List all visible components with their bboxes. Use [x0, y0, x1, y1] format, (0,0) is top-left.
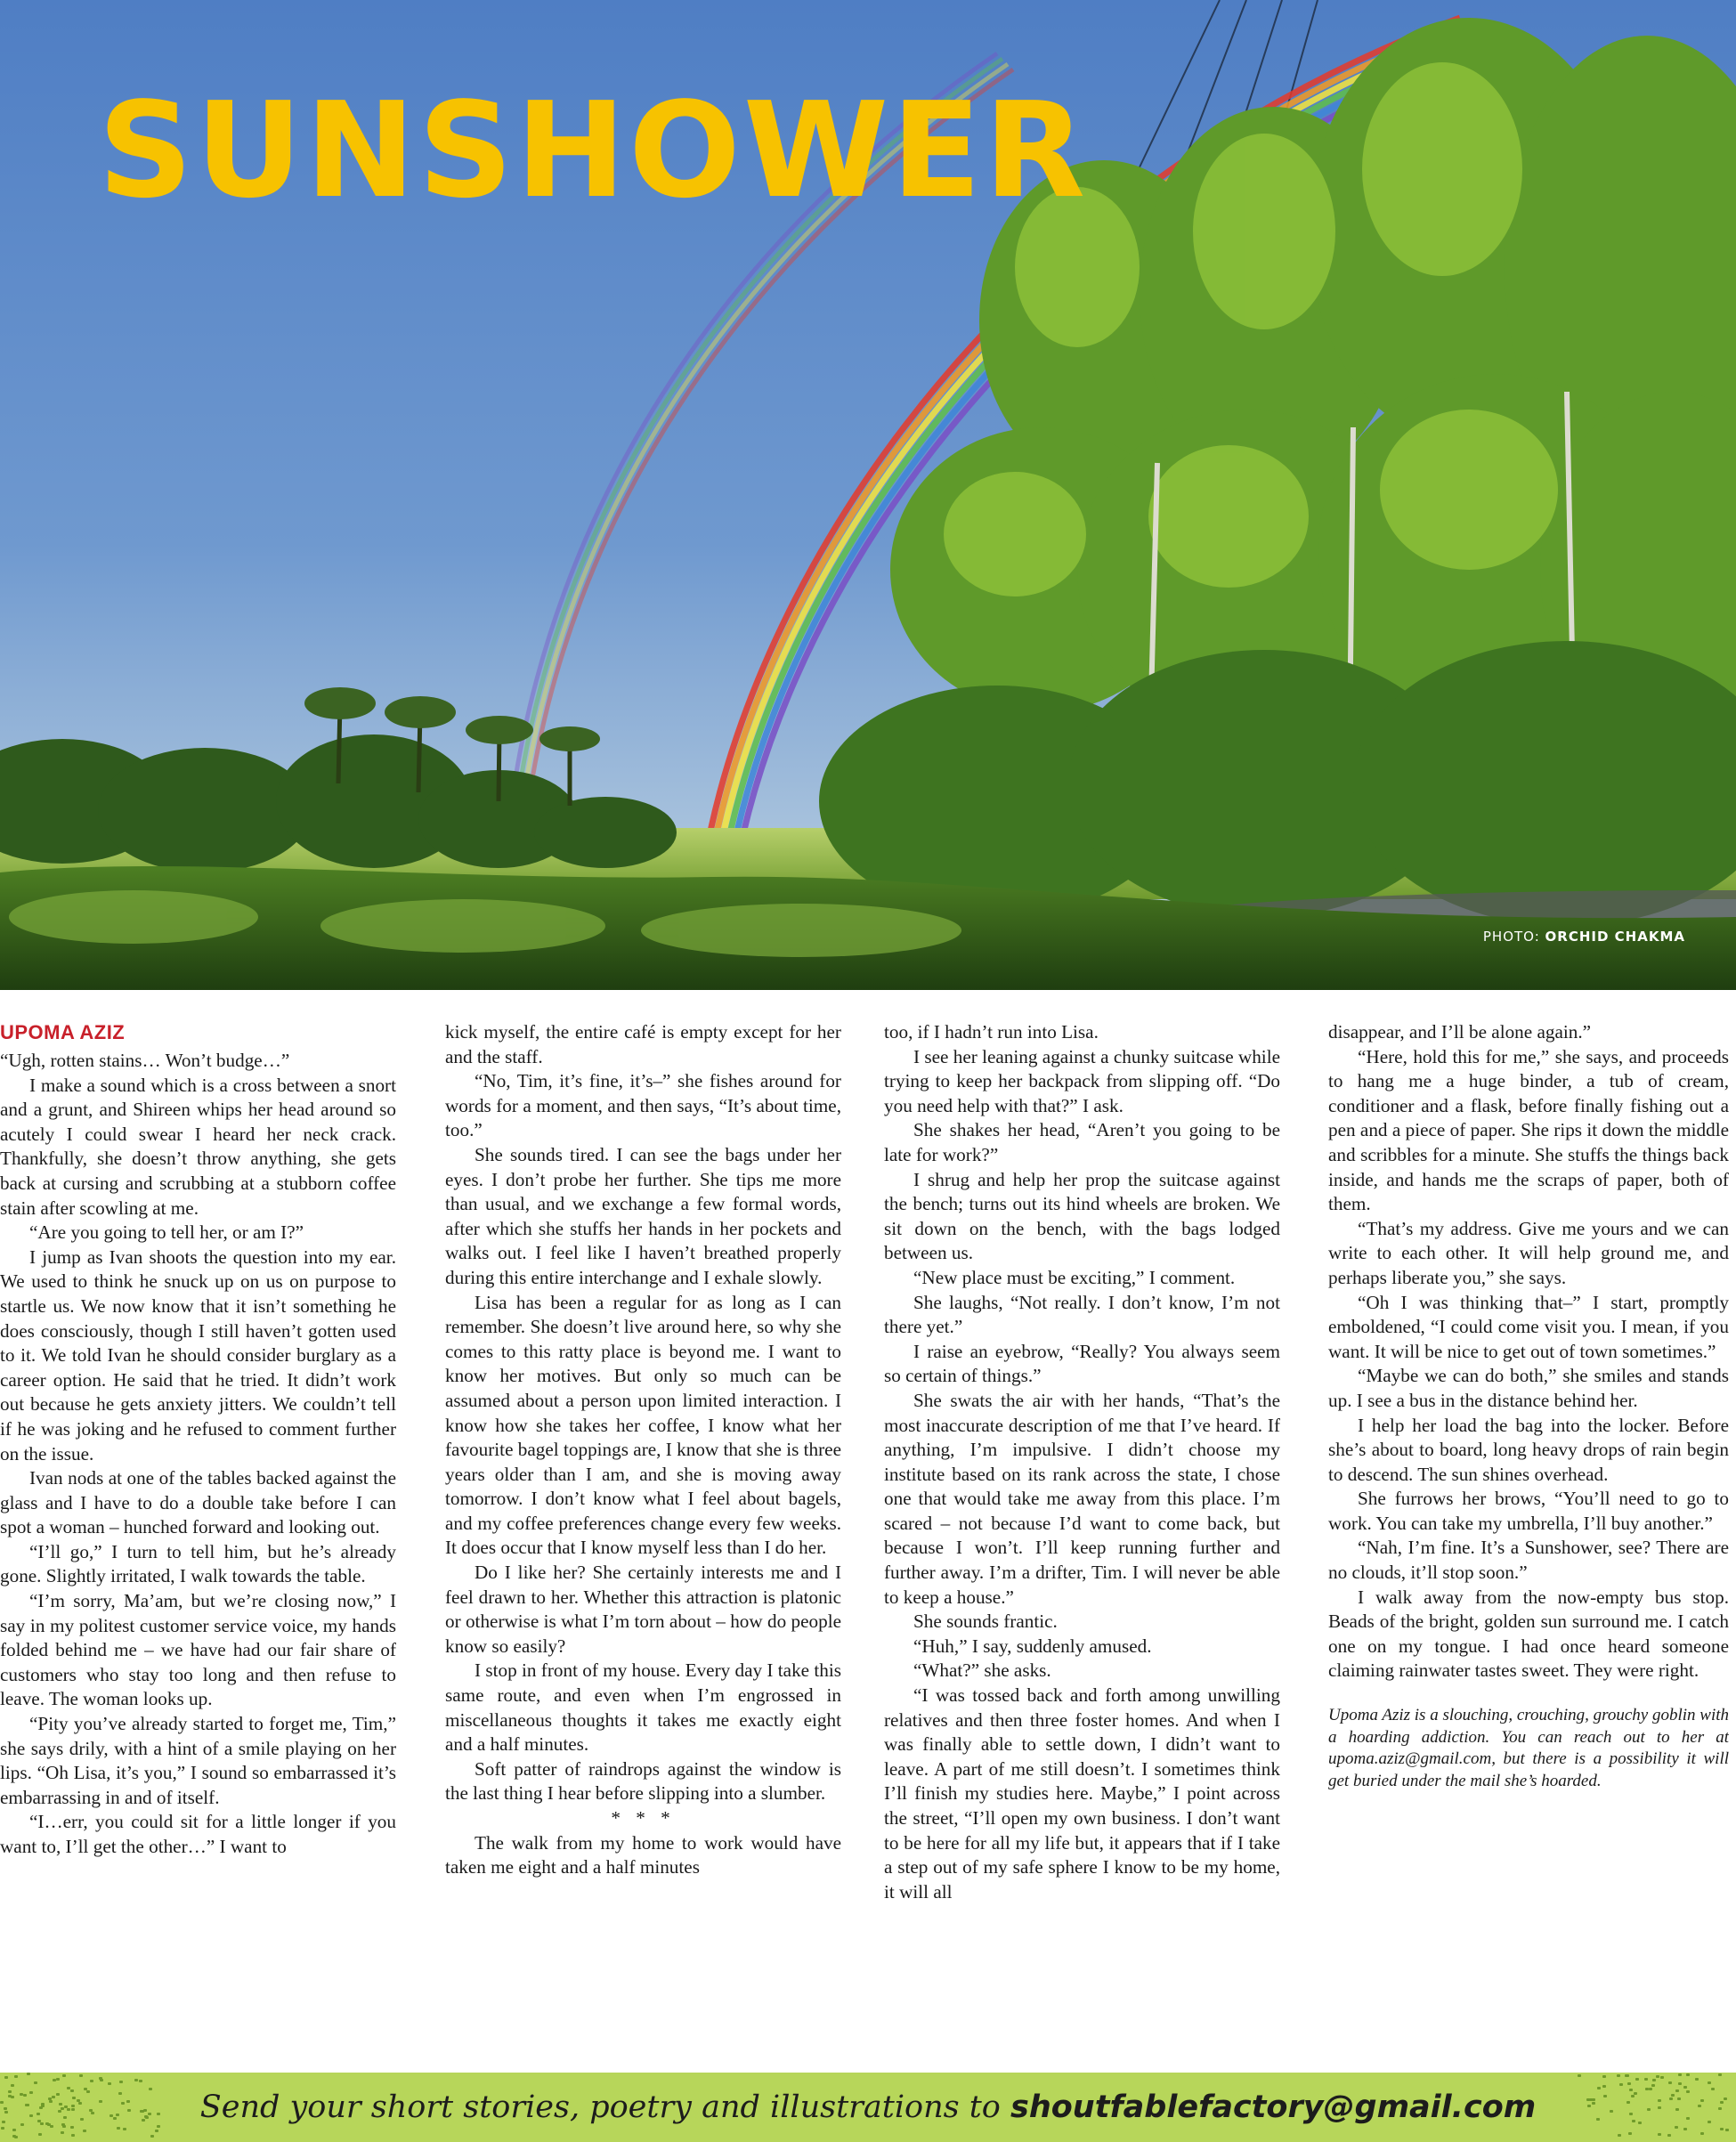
paragraph: “What?” she asks.: [913, 1659, 1051, 1682]
banner-lead-text: Send your short stories, poetry and illustrations to: [199, 2089, 1001, 2125]
photo-credit-prefix: PHOTO:: [1482, 929, 1540, 945]
paragraph: Ivan nods at one of the tables backed against the glass and I have to do a double take before I can spot a woman – hunched forward and looking out.: [0, 1467, 396, 1538]
paragraph: disappear, and I’ll be alone again.”: [1328, 1021, 1592, 1043]
author-bio: Upoma Aziz is a slouching, crouching, grouchy goblin with a hoarding addiction. You can reach out to her at upoma.aziz@gmail.com, but there is a possibility it will get buried under the mail she’s hoarded.: [1328, 1706, 1729, 1790]
paragraph: Soft patter of raindrops against the window is the last thing I hear before slipping into a slumber.: [445, 1757, 841, 1805]
section-break: * * *: [611, 1807, 676, 1829]
paragraph: “That’s my address. Give me yours and we can write to each other. It will help ground me, and perhaps liberate you,” she says.: [1328, 1217, 1729, 1288]
paragraph: Do I like her? She certainly interests me and I feel drawn to her. Whether this attraction is platonic or otherwise is what I’m torn about – how do people know so easily?: [445, 1562, 841, 1657]
paragraph: She furrows her brows, “You’ll need to go to work. You can take my umbrella, I’ll buy another.”: [1328, 1488, 1729, 1534]
article-column-3: [884, 1020, 1280, 2053]
byline: UPOMA AZIZ: [0, 1021, 126, 1043]
paragraph: I jump as Ivan shoots the question into my ear. We used to think he snuck up on us on purpose to startle us. We now know that it isn’t something he does consciously, though I still haven’t gotten used to it. We told Ivan he should consider burglary as a career option. He said that he tried. It didn’t work out because he gets anxiety jitters. We couldn’t tell if he was joking and he refused to comment further on the issue.: [0, 1245, 396, 1465]
paragraph: I help her load the bag into the locker. Before she’s about to board, long heavy drops of rain begin to descend. The sun shines overhead.: [1328, 1414, 1729, 1485]
article-title: SUNSHOWER: [98, 74, 1089, 227]
paragraph: She sounds frantic.: [913, 1611, 1058, 1633]
paragraph: I make a sound which is a cross between a snort and a grunt, and Shireen whips her head around so acutely I could swear I heard her neck crack. Thankfully, she doesn’t throw anything, she gets back at cursing and scrubbing at a stubborn coffee stain after scowling at me.: [0, 1074, 396, 1219]
paragraph: I shrug and help her prop the suitcase against the bench; turns out its hind wheels are broken. We sit down on the bench, with the bags lodged between us.: [884, 1168, 1280, 1264]
paragraph: “Nah, I’m fine. It’s a Sunshower, see? There are no clouds, it’ll stop soon.”: [1328, 1537, 1729, 1584]
paragraph: She laughs, “Not really. I don’t know, I’m not there yet.”: [884, 1291, 1280, 1338]
paragraph: “Maybe we can do both,” she smiles and stands up. I see a bus in the distance behind her.: [1328, 1365, 1729, 1411]
paragraph: “I’m sorry, Ma’am, but we’re closing now,” I say in my politest customer service voice, my hands folded behind me – we have had our fair share of customers who stay too long and then refuse to leave. The woman looks up.: [0, 1590, 396, 1710]
article-body: [0, 1020, 1736, 2053]
paragraph: She shakes her head, “Aren’t you going to be late for work?”: [884, 1119, 1280, 1165]
article-column-4: [1328, 1020, 1729, 2053]
submission-banner: [0, 2073, 1736, 2142]
paragraph: I raise an eyebrow, “Really? You always seem so certain of things.”: [884, 1340, 1280, 1387]
paragraph: “Ugh, rotten stains… Won’t budge…”: [0, 1050, 290, 1071]
paragraph: The walk from my home to work would have taken me eight and a half minutes: [445, 1831, 841, 1878]
paragraph: “I…err, you could sit for a little longer if you want to, I’ll get the other…” I want to: [0, 1811, 396, 1857]
paragraph: Lisa has been a regular for as long as I can remember. She doesn’t live around here, so why she comes to this ratty place is beyond me. I want to know her motives. But only so much can be assumed about a person upon limited interaction. I know how she takes her coffee, I know what her favourite bagel toppings are, I know that she is three years older than I am, and she is moving away tomorrow. I don’t know what I feel about bagels, and my coffee preferences change every few weeks. It does occur that I know myself less than I do her.: [445, 1291, 841, 1559]
hero-photo: [0, 0, 1736, 990]
photo-credit: [1483, 929, 1685, 945]
photo-credit-name: ORCHID CHAKMA: [1545, 929, 1685, 945]
paragraph: “Here, hold this for me,” she says, and proceeds to hang me a huge binder, a tub of cream, conditioner and a flask, before finally fishing out a pen and a piece of paper. She rips it down the middle and scribbles for a minute. She stuffs the things back inside, and hands me the scraps of paper, both of them.: [1328, 1045, 1729, 1215]
paragraph: “Pity you’ve already started to forget me, Tim,” she says drily, with a hint of a smile playing on her lips. “Oh Lisa, it’s you,” I sound so embarrassed it’s embarrassing in and of itself.: [0, 1713, 396, 1808]
paragraph: “New place must be exciting,” I comment.: [913, 1266, 1236, 1288]
submission-email-link[interactable]: shoutfablefactory@gmail.com: [1010, 2089, 1537, 2125]
paragraph: too, if I hadn’t run into Lisa.: [884, 1021, 1099, 1043]
paragraph: “No, Tim, it’s fine, it’s–” she fishes around for words for a moment, and then says, “It’s about time, too.”: [445, 1070, 841, 1141]
paragraph: “Are you going to tell her, or am I?”: [29, 1221, 304, 1244]
paragraph: She swats the air with her hands, “That’s the most inaccurate description of me that I’ve heard. If anything, I’m impulsive. I didn’t choose my institute based on its rank across the state, I chose one that would take me away from this place. I’m scared – not because I’d want to come back, but because I won’t. I’ll keep running further and further away. I’m a drifter, Tim. I will never be able to keep a house.”: [884, 1389, 1280, 1608]
article-column-1: [0, 1020, 396, 2053]
paragraph: I stop in front of my house. Every day I take this same route, and even when I’m engrossed in miscellaneous thoughts it takes me exactly eight and a half minutes.: [445, 1659, 841, 1756]
paragraph: “I was tossed back and forth among unwilling relatives and then three foster homes. And when I was finally able to settle down, I didn’t want to leave. A part of me still doesn’t. I sometimes think I’ll finish my studies here. Maybe,” I point across the street, “I’ll open my own business. I don’t want to be here for all my life but, it appears that if I take a step out of my safe sphere I know to be my home, it will all: [884, 1684, 1280, 1903]
paragraph: She sounds tired. I can see the bags under her eyes. I don’t probe her further. She tips me more than usual, and we exchange a few formal words, after which she stuffs her hands in her pockets and walks out. I feel like I haven’t breathed properly during this entire interchange and I exhale slowly.: [445, 1143, 841, 1288]
banner-text: [0, 2073, 1736, 2142]
paragraph: “Huh,” I say, suddenly amused.: [913, 1635, 1152, 1657]
paragraph: “I’ll go,” I turn to tell him, but he’s already gone. Slightly irritated, I walk towards the table.: [0, 1540, 396, 1587]
paragraph: kick myself, the entire café is empty except for her and the staff.: [445, 1021, 841, 1067]
article-column-2: [445, 1020, 841, 2053]
paragraph: “Oh I was thinking that–” I start, promptly emboldened, “I could come visit you. I mean, if you want. It will be nice to get out of town sometimes.”: [1328, 1291, 1729, 1362]
paragraph: I walk away from the now-empty bus stop. Beads of the bright, golden sun surround me. I catch one on my tongue. I had once heard someone claiming rainwater tastes sweet. They were right.: [1328, 1586, 1729, 1682]
paragraph: I see her leaning against a chunky suitcase while trying to keep her backpack from slipping off. “Do you need help with that?” I ask.: [884, 1045, 1280, 1116]
